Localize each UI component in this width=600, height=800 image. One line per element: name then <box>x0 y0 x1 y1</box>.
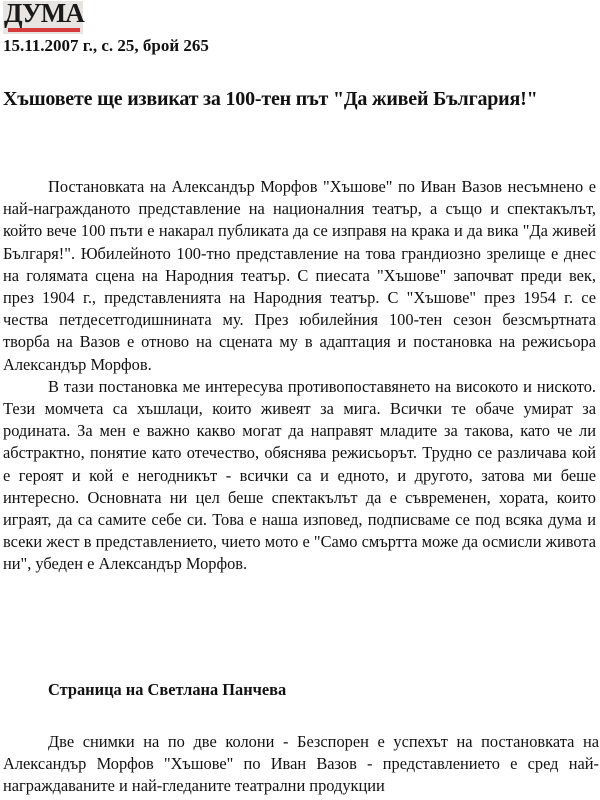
article-paragraph: В тази постановка ме интересува противопоставянето на високото и ниското. Тези момчета са хъшлаци, които живеят за мига. Всички те обаче умират за родината. За мен е важно какво могат да направят младите за такова, като че ли абстрактно, понятие като отечество, обяснява режисьорът. Трудно се различава кой е героят и кой е негодникът - всички са и едното, и другото, затова ми беше интересно. Основната ни цел беше спектакълът да е съвременен, хората, които играят, да са самите себе си. Това е наша изповед, подписваме се под всяка дума и всеки жест в представлението, чието мото е "Само смъртта може да осмисли живота ни", убеден е Александър Морфов. <box>3 376 596 574</box>
issue-info: 15.11.2007 г., с. 25, брой 265 <box>3 36 209 55</box>
article-paragraph: Постановката на Александър Морфов "Хъшове" по Иван Вазов несъмнено е най-награжданото представление на националния театър, а също и спектакълът, който вече 100 пъти е накарал публиката да се изправя на крака и да вика "Да живей Българя!". Юбилейното 100-тно представление на това грандиозно зрелище е днес на голямата сцена на Народния театър. С пиесата "Хъшове" започват преди век, през 1904 г., представленията на Народния театър. С "Хъшове" през 1954 г. се чества петдесетгодишнината му. През юбилейния 100-тен сезон безсмъртната творба на Вазов е отново на сцената му в адаптация и постановка на режисьора Александър Морфов. <box>3 177 596 374</box>
article-headline: Хъшовете ще извикат за 100-тен път "Да живей България!" <box>3 88 538 110</box>
logo-red-bar <box>8 28 80 32</box>
article-byline: Страница на Светлана Панчева <box>48 680 287 699</box>
newspaper-logo <box>3 1 83 34</box>
photo-caption-text: Две снимки на по две колони - Безспорен е успехът на постановката на Александър Морфов "Хъшове" по Иван Вазов - представлението е сред най-награждаваните и най-гледаните театрални продукции <box>3 732 599 796</box>
article-body <box>3 176 596 576</box>
logo-text: ДУМА <box>4 0 84 28</box>
photo-caption <box>3 731 599 798</box>
